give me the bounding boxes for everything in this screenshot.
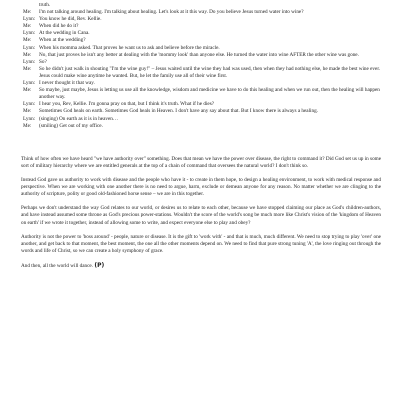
speaker-label: Me: [23,23,32,30]
speaker-label: Me: [23,51,32,58]
dialogue-line [23,108,381,115]
speaker-label: Lynn: [23,58,36,65]
speaker-label: Lynn: [23,16,36,23]
speaker-label: Me: [23,65,32,72]
dialogue-line [23,44,381,52]
dialogue-text: Sometimes God heals on earth. Sometimes God heals in Heaven. I don't have any say about that. But I know there is always a healing. [39,108,318,115]
dialogue-text: I hear you, Rev, Kellie. I'm gonna pray on that, but I think it's truth. What if he dies? [39,101,215,108]
dialogue-text: I never thought it that way. [39,80,95,87]
speaker-label: Me: [23,9,32,16]
dialogue-line [23,37,381,44]
dialogue-line [23,122,381,130]
dialogue-text: No, that just proves he isn't any better at dealing with the 'mommy look' than anyone else. He turned the water into wine AFTER the other wine was gone. [39,51,359,58]
speaker-label: Me: [23,37,32,44]
body-paragraph: Think of how often we have heard "we have authority over" something. Does that mean we have the power over disease, the right to command it? Did God set us up in some sort of military hierarchy where we are entitled generals at the top of a chain of command that oversees the natural world? I don't think so. [21,155,381,169]
dialogue-text: I'm not talking around healing. I'm talking about healing. Let's look at it this way. Do you believe Jesus turned water into wine? [39,9,304,16]
closing-text: And then, all the world will dance. [21,263,94,270]
dialogue-text: You know he did, Rev. Kellie. [39,16,102,23]
dialogue-text: When did he do it? [39,23,79,30]
section-spacer [21,130,381,156]
speaker-label: Lynn: [23,30,36,37]
closing-line [21,262,381,270]
speaker-label: Lynn: [23,101,36,108]
dialogue-line [23,80,381,87]
speaker-label: Lynn: [23,115,36,122]
speaker-label: Lynn: [23,80,36,87]
dialogue-line [23,9,381,16]
dialogue-text: truth. [39,2,51,8]
dialogue-text: When his momma asked. That proves he want us to ask and believe before the miracle. [39,44,220,51]
dialogue-line [23,30,381,37]
dialogue-text: At the wedding in Cana. [39,30,90,37]
dialogue-text: (singing) On earth as it is in heaven… [39,115,119,122]
dialogue-text: (smiling) Get out of my office. [39,122,103,129]
speaker-label: Me: [23,122,32,129]
dialogue-line [23,51,381,59]
body-paragraph: Instead God gave us authority to work with disease and the people who have it - to create in them hope, to design a healing environment, to work with medical response and perspective. When we are working with one another there is no need to argue, harm, exclude or demean anyone for any reason. No matter whether we are clinging to the authority of scripture, polity or good old-fashioned horse sense – we are in this together. [21,176,381,198]
speaker-label [23,2,39,9]
end-mark: (P) [94,262,105,270]
dialogue-line [23,87,381,101]
speaker-label: Lynn: [23,44,36,51]
dialogue-text: When at the wedding? [39,37,86,44]
dialogue-line [23,16,381,23]
dialogue-line [23,23,381,30]
dialogue-text: So? [39,58,47,65]
dialogue-block [23,2,381,130]
dialogue-line [39,2,381,9]
body-paragraph: Perhaps we don't understand the way God relates to our world, or desires us to relate to each other, because we have stopped claiming our place as God's children-authors, and have instead assumed some throne as God's precious power-stations. Wouldn't the score of the world's song be much more like Christ's vision of the 'kingdom of Heaven on earth' if we wrote it together, instead of allowing some to write, and expect everyone else to play and obey? [21,205,381,226]
body-paragraph: Authority is not the power to 'boss around' - people, nature or disease. It is the gift to 'work with' - and that is much, much different. We need to stop trying to play 'over' one another, and get back to that moment, the best moment, the one all the other moments depend on. We need to find that pure strong tuning 'A', the love ringing out through the words and life of Christ, so we can create a holy symphony of grace. [21,233,381,254]
dialogue-line [23,58,381,66]
dialogue-text: So maybe, just maybe, Jesus is letting us use all the knowledge, wisdom and medicine we have to do this healing and when we run out, then the healing will happen another way. [39,87,380,101]
speaker-label: Me: [23,108,32,115]
dialogue-text: So he didn't just walk in shouting "I'm the wine guy!" – Jesus waited until the wine they had was used, then when they had nothing else, he made the best wine ever. Jesus could make wine anytime he wanted. But, he let the family use all of their wine first. [39,65,381,79]
dialogue-line [23,115,381,123]
speaker-label: Me: [23,87,32,94]
body-paragraphs [21,156,381,255]
dialogue-line [23,101,381,108]
dialogue-line [23,65,381,80]
